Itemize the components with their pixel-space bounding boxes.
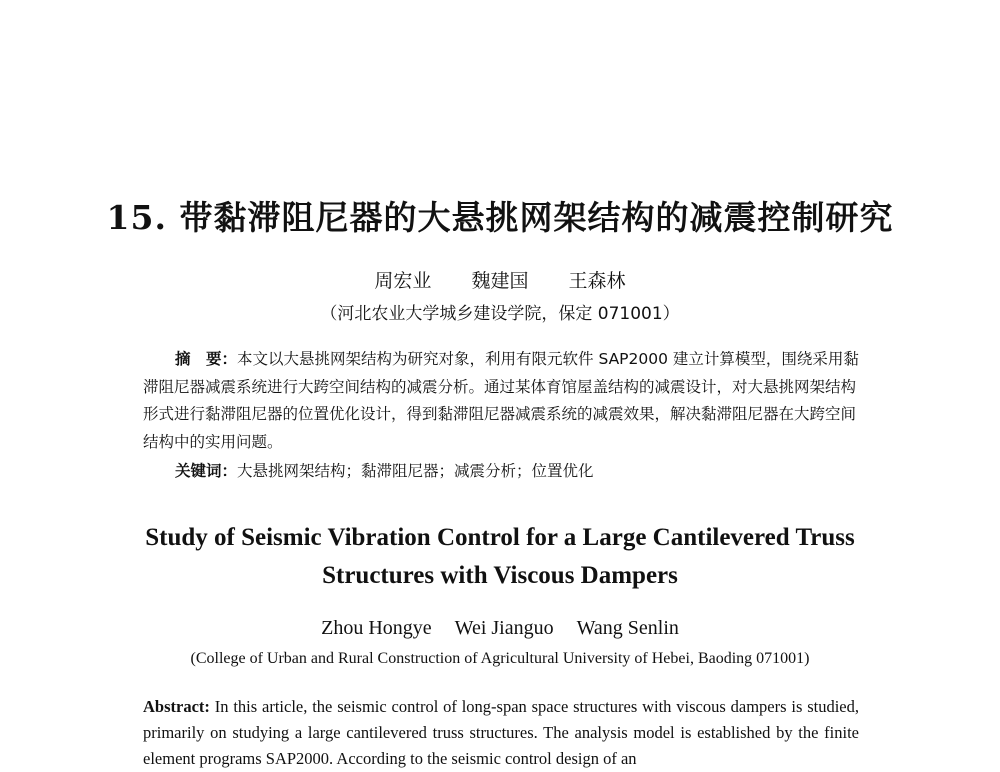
en-title-line1: Study of Seismic Vibration Control for a Large Cantilevered Truss [145,524,855,551]
cn-author: 周宏业 [374,270,432,292]
chinese-abstract [143,346,859,456]
en-title-line2: Structures with Viscous Dampers [322,562,678,589]
cn-author: 魏建国 [471,270,529,292]
english-affiliation: (College of Urban and Rural Construction of Agricultural University of Hebei, Baoding 071001) [190,650,810,667]
chinese-keywords [175,459,865,481]
en-author: Wang Senlin [576,617,679,639]
chinese-title: 15. 带黏滞阻尼器的大悬挑网架结构的减震控制研究 [106,198,894,237]
en-abstract-text: In this article, the seismic control of long-span space structures with viscous dampers is studied, primarily on studying a large cantilevered truss structures. The analysis model is established by the finite element programs SAP2000. According to the seismic control design of an [143,697,859,768]
cn-keywords-label: 关键词： [175,462,238,480]
en-author: Zhou Hongye [321,617,432,639]
cn-abstract-text: 本文以大悬挑网架结构为研究对象，利用有限元软件 SAP2000 建立计算模型，围绕采用黏滞阻尼器减震系统进行大跨空间结构的减震分析。通过某体育馆屋盖结构的减震设计，对大悬挑网架结构形式进行黏滞阻尼器的位置优化设计，得到黏滞阻尼器减震系统的减震效果，解决黏滞阻尼器在大跨空间结构中的实用问题。 [143,350,859,451]
en-abstract-label: Abstract: [143,697,210,716]
chinese-affiliation: （河北农业大学城乡建设学院，保定 071001） [320,304,680,324]
cn-keywords-text: 大悬挑网架结构；黏滞阻尼器；减震分析；位置优化 [237,462,594,480]
cn-abstract-label: 摘 要： [175,350,238,368]
en-author: Wei Jianguo [454,617,554,639]
english-authors [0,617,1000,640]
english-title [80,519,920,595]
chinese-authors [0,266,1000,293]
cn-author: 王森林 [568,270,626,292]
english-abstract [143,694,859,772]
